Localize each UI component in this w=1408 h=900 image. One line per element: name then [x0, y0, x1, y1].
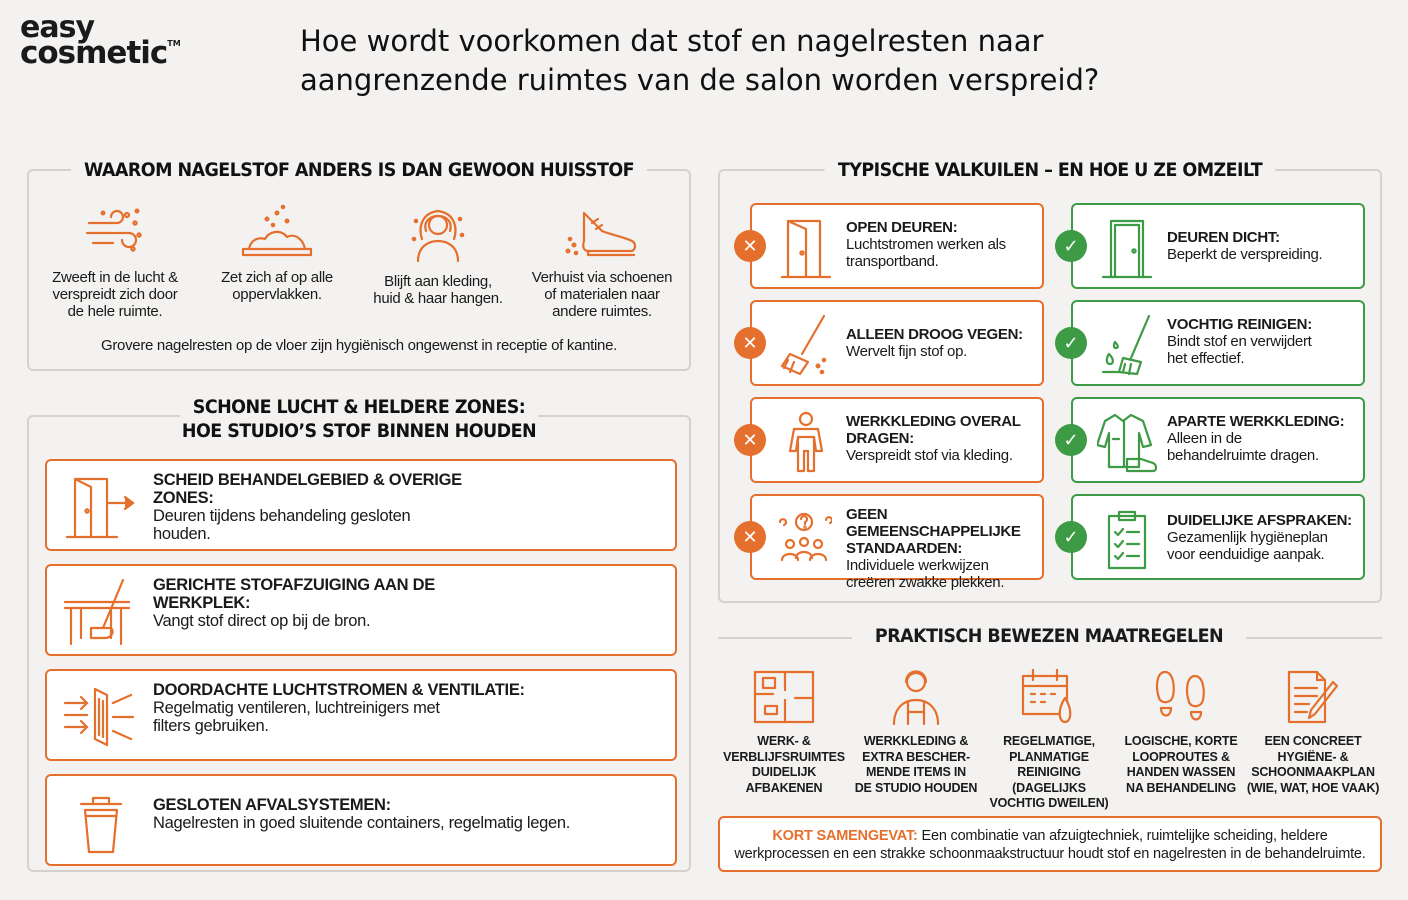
zones-heading-line1: SCHONE LUCHT & HELDERE ZONES: — [180, 396, 538, 418]
airflow-filter-icon — [61, 683, 137, 751]
practice-item: WERK- & VERBLIJFSRUIMTES DUIDELIJK AFBAKENEN — [719, 668, 849, 796]
divider — [718, 637, 852, 639]
open-door-icon — [780, 217, 832, 279]
zone-card: SCHEID BEHANDELGEBIED & OVERIGE ZONES: Deuren tijdens behandeling gesloten houden. — [45, 459, 677, 551]
practice-item: EEN CONCREET HYGIËNE- & SCHOONMAAKPLAN (WIE, WAT, HOE VAAK) — [1246, 668, 1380, 796]
desk-extraction-icon — [61, 578, 137, 646]
brand-tm: TM — [167, 38, 181, 48]
cross-icon: ✕ — [734, 424, 766, 456]
brand-logo — [20, 10, 181, 71]
clipboard-icon — [1101, 508, 1153, 570]
door-arrow-icon — [61, 473, 137, 541]
closed-door-icon — [1101, 217, 1153, 279]
brand-line1: easy — [20, 10, 95, 45]
summary-line1: Een combinatie van afzuigtechniek, ruimtelijke scheiding, heldere — [917, 828, 1328, 844]
pitfall-card: ✕ OPEN DEUREN: Luchtstromen werken als transportband. — [750, 203, 1044, 289]
document-pen-icon — [1283, 668, 1343, 726]
confused-group-icon — [776, 508, 832, 570]
summary-line2: werkprocessen en een strakke schoonmaakstructuur houdt stof en nagelresten in de behandelruimte. — [734, 846, 1366, 862]
pitfalls-heading: TYPISCHE VALKUILEN – EN HOE U ZE OMZEILT — [825, 159, 1275, 181]
summary-box — [718, 816, 1382, 872]
page-title — [300, 22, 1099, 100]
why-item: Blijft aan kleding, huid & haar hangen. — [363, 201, 513, 307]
why-panel — [27, 159, 691, 371]
checkmark-icon: ✓ — [1055, 521, 1087, 553]
why-item: Verhuist via schoenen of materialen naar andere ruimtes. — [523, 201, 681, 320]
why-footer: Grovere nagelresten op de vloer zijn hygiënisch ongewenst in receptie of kantine. — [100, 337, 618, 354]
person-hair-icon — [408, 201, 468, 263]
why-item: Zet zich af op alle oppervlakken. — [207, 201, 347, 303]
cross-icon: ✕ — [734, 230, 766, 262]
brand-line2: cosmetic — [20, 34, 168, 71]
practice-item: LOGISCHE, KORTE LOOPROUTES & HANDEN WASSEN NA BEHANDELING — [1116, 668, 1246, 796]
zone-card: DOORDACHTE LUCHTSTROMEN & VENTILATIE: Regelmatig ventileren, luchtreinigers met filters gebruiken. — [45, 669, 677, 761]
why-heading: WAAROM NAGELSTOF ANDERS IS DAN GEWOON HUISSTOF — [71, 159, 647, 181]
pitfall-card: ✕ ALLEEN DROOG VEGEN: Wervelt fijn stof op. — [750, 300, 1044, 386]
zone-card: GERICHTE STOFAFZUIGING AAN DE WERKPLEK: Vangt stof direct op bij de bron. — [45, 564, 677, 656]
calendar-drop-icon — [1019, 668, 1079, 726]
footprints-icon — [1151, 668, 1211, 726]
checkmark-icon: ✓ — [1055, 230, 1087, 262]
divider — [1246, 637, 1382, 639]
practice-item: REGELMATIGE, PLANMATIGE REINIGING (DAGELIJKS VOCHTIG DWEILEN) — [983, 668, 1115, 812]
summary-label: KORT SAMENGEVAT: — [772, 828, 918, 844]
solution-card: ✓ VOCHTIG REINIGEN: Bindt stof en verwijdert het effectief. — [1071, 300, 1365, 386]
why-item: Zweeft in de lucht & verspreidt zich door de hele ruimte. — [35, 201, 195, 320]
practice-item: WERKKLEDING & EXTRA BESCHER- MENDE ITEMS IN DE STUDIO HOUDEN — [851, 668, 981, 796]
floorplan-icon — [751, 668, 817, 726]
apron-person-icon — [886, 668, 946, 726]
zones-heading-line2: HOE STUDIO’S STOF BINNEN HOUDEN — [169, 420, 549, 442]
page-title-line2: aangrenzende ruimtes van de salon worden verspreid? — [300, 63, 1100, 97]
checkmark-icon: ✓ — [1055, 327, 1087, 359]
pitfall-card: ✕ WERKKLEDING OVERAL DRAGEN: Verspreidt stof via kleding. — [750, 397, 1044, 483]
cross-icon: ✕ — [734, 327, 766, 359]
shoe-icon — [562, 201, 642, 259]
solution-card: ✓ DEUREN DICHT: Beperkt de verspreiding. — [1071, 203, 1365, 289]
mop-icon — [1101, 314, 1157, 376]
zone-card: GESLOTEN AFVALSYSTEMEN: Nagelresten in goed sluitende containers, regelmatig legen. — [45, 774, 677, 866]
solution-card: ✓ APARTE WERKKLEDING: Alleen in de behandelruimte dragen. — [1071, 397, 1365, 483]
cross-icon: ✕ — [734, 521, 766, 553]
checkmark-icon: ✓ — [1055, 424, 1087, 456]
worker-icon — [780, 411, 832, 473]
settled-dust-icon — [237, 201, 317, 259]
solution-card: ✓ DUIDELIJKE AFSPRAKEN: Gezamenlijk hygiëneplan voor eenduidige aanpak. — [1071, 494, 1365, 580]
practice-heading: PRAKTISCH BEWEZEN MAATREGELEN — [874, 625, 1224, 647]
workwear-icon — [1097, 411, 1157, 473]
broom-icon — [780, 314, 832, 376]
trash-bin-icon — [61, 788, 137, 856]
page-title-line1: Hoe wordt voorkomen dat stof en nagelresten naar — [300, 24, 1044, 58]
pitfall-card: ✕ GEEN GEMEENSCHAPPELIJKE STANDAARDEN: Individuele werkwijzen creëren zwakke plekken. — [750, 494, 1044, 580]
zones-panel — [27, 396, 691, 872]
wind-dust-icon — [83, 201, 147, 259]
pitfalls-panel — [718, 159, 1382, 603]
